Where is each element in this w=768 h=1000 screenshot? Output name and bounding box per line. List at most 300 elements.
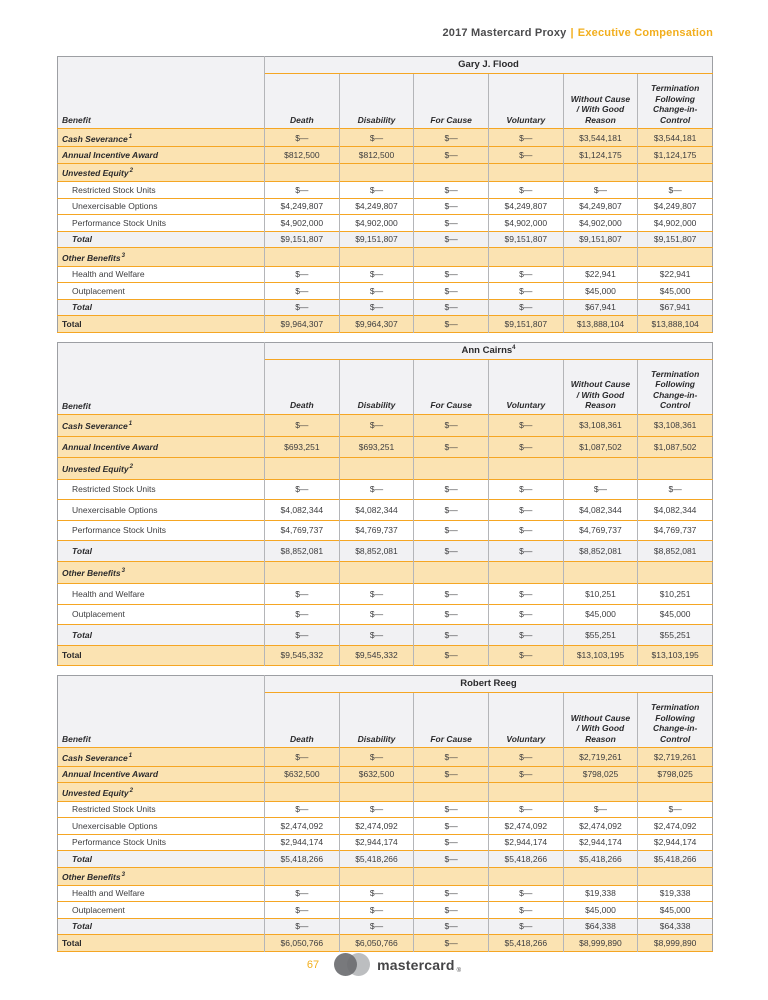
- value-cell: $—: [339, 129, 414, 147]
- value-cell: $—: [339, 414, 414, 436]
- value-cell: $2,474,092: [265, 818, 340, 835]
- executive-name-cell: [265, 342, 713, 359]
- value-cell: $—: [265, 625, 340, 646]
- value-cell: $—: [414, 801, 489, 818]
- doc-footer: [0, 953, 768, 976]
- value-cell: [265, 457, 340, 479]
- benefit-label: Health and Welfare: [72, 269, 145, 280]
- value-cell: $—: [563, 801, 638, 818]
- value-cell: [563, 457, 638, 479]
- value-cell: $8,999,890: [638, 935, 713, 952]
- footnote-marker: 1: [128, 421, 133, 428]
- value-cell: $—: [414, 414, 489, 436]
- table-row: [58, 541, 713, 562]
- table-header: [58, 342, 713, 414]
- table-header: [58, 57, 713, 129]
- value-cell: $—: [638, 479, 713, 500]
- column-header-scenario: Without Cause / With Good Reason: [563, 693, 638, 748]
- value-cell: $1,124,175: [638, 147, 713, 164]
- table-body: [58, 748, 713, 951]
- value-cell: $4,082,344: [638, 500, 713, 521]
- benefit-label: Total: [72, 302, 92, 313]
- value-cell: [265, 248, 340, 266]
- benefit-cell: [58, 584, 265, 605]
- table-row: [58, 266, 713, 283]
- executive-name-row: [58, 676, 713, 693]
- value-cell: $632,500: [265, 766, 340, 783]
- executive-name-cell: [265, 57, 713, 74]
- value-cell: $8,852,081: [563, 541, 638, 562]
- benefit-cell: [58, 918, 265, 935]
- column-header-scenario: Death: [265, 359, 340, 414]
- value-cell: $4,902,000: [563, 215, 638, 232]
- value-cell: $—: [414, 541, 489, 562]
- benefit-cell: [58, 479, 265, 500]
- value-cell: $—: [488, 520, 563, 541]
- value-cell: $13,888,104: [563, 316, 638, 333]
- value-cell: $693,251: [265, 437, 340, 458]
- value-cell: $8,999,890: [563, 935, 638, 952]
- value-cell: $798,025: [638, 766, 713, 783]
- value-cell: [339, 248, 414, 266]
- value-cell: $—: [414, 520, 489, 541]
- value-cell: $5,418,266: [265, 851, 340, 868]
- benefit-label: Performance Stock Units: [72, 217, 167, 228]
- column-header-scenario: Voluntary: [488, 74, 563, 129]
- value-cell: $—: [414, 818, 489, 835]
- table-row: [58, 867, 713, 885]
- table-row: [58, 437, 713, 458]
- table-row: [58, 147, 713, 164]
- value-cell: $—: [265, 414, 340, 436]
- value-cell: $693,251: [339, 437, 414, 458]
- benefit-label: Health and Welfare: [72, 588, 145, 599]
- value-cell: $—: [339, 299, 414, 316]
- value-cell: $—: [265, 885, 340, 902]
- value-cell: [563, 783, 638, 801]
- value-cell: $—: [488, 766, 563, 783]
- value-cell: [414, 248, 489, 266]
- value-cell: [414, 457, 489, 479]
- value-cell: $—: [638, 182, 713, 199]
- value-cell: $—: [414, 625, 489, 646]
- benefit-cell: [58, 182, 265, 199]
- value-cell: $—: [414, 182, 489, 199]
- executive-name-footnote: 4: [512, 344, 516, 351]
- benefit-label: Annual Incentive Award: [62, 149, 159, 160]
- value-cell: [414, 163, 489, 181]
- value-cell: $—: [339, 885, 414, 902]
- value-cell: [488, 248, 563, 266]
- value-cell: [339, 561, 414, 583]
- column-header-scenario: Without Cause / With Good Reason: [563, 74, 638, 129]
- value-cell: $5,418,266: [563, 851, 638, 868]
- value-cell: $—: [414, 902, 489, 919]
- benefit-label: Unvested Equity: [62, 787, 129, 798]
- value-cell: [414, 867, 489, 885]
- value-cell: $—: [265, 902, 340, 919]
- page-number: 67: [306, 958, 320, 971]
- header-separator: |: [570, 27, 574, 39]
- value-cell: $—: [265, 604, 340, 625]
- value-cell: $—: [339, 902, 414, 919]
- benefit-cell: [58, 248, 265, 266]
- value-cell: $2,719,261: [638, 748, 713, 766]
- benefit-cell: [58, 902, 265, 919]
- benefit-cell: [58, 147, 265, 164]
- benefit-label: Other Benefits: [62, 252, 121, 263]
- benefit-cell: [58, 198, 265, 215]
- benefit-cell: [58, 283, 265, 300]
- value-cell: $3,108,361: [638, 414, 713, 436]
- benefit-column-label: Benefit: [62, 734, 91, 745]
- value-cell: $22,941: [563, 266, 638, 283]
- value-cell: $10,251: [563, 584, 638, 605]
- mastercard-logo-text: mastercard: [377, 956, 455, 973]
- value-cell: $5,418,266: [488, 851, 563, 868]
- benefit-label: Annual Incentive Award: [62, 441, 159, 452]
- value-cell: $—: [414, 479, 489, 500]
- value-cell: $—: [339, 283, 414, 300]
- value-cell: $9,151,807: [563, 231, 638, 248]
- value-cell: $—: [339, 584, 414, 605]
- table-row: [58, 902, 713, 919]
- value-cell: $1,087,502: [638, 437, 713, 458]
- value-cell: $67,941: [638, 299, 713, 316]
- benefit-cell: [58, 885, 265, 902]
- benefit-cell: [58, 500, 265, 521]
- value-cell: $6,050,766: [265, 935, 340, 952]
- benefit-column-label: Benefit: [62, 400, 91, 411]
- value-cell: $9,151,807: [488, 231, 563, 248]
- value-cell: $—: [414, 935, 489, 952]
- value-cell: $4,082,344: [563, 500, 638, 521]
- mastercard-logo: [334, 953, 461, 976]
- value-cell: $4,249,807: [265, 198, 340, 215]
- value-cell: $—: [488, 147, 563, 164]
- benefit-label: Performance Stock Units: [72, 525, 167, 536]
- benefit-label: Outplacement: [72, 904, 125, 915]
- value-cell: $—: [414, 851, 489, 868]
- benefit-cell: [58, 818, 265, 835]
- value-cell: $—: [414, 147, 489, 164]
- value-cell: $67,941: [563, 299, 638, 316]
- value-cell: $45,000: [563, 604, 638, 625]
- table-row: [58, 561, 713, 583]
- value-cell: $—: [488, 645, 563, 666]
- value-cell: $812,500: [339, 147, 414, 164]
- value-cell: [638, 457, 713, 479]
- value-cell: [265, 561, 340, 583]
- value-cell: $—: [488, 414, 563, 436]
- registered-trademark-icon: ®: [456, 968, 462, 974]
- value-cell: $5,418,266: [339, 851, 414, 868]
- value-cell: $—: [414, 748, 489, 766]
- value-cell: [563, 561, 638, 583]
- table-row: [58, 316, 713, 333]
- value-cell: $—: [414, 299, 489, 316]
- benefit-label: Unvested Equity: [62, 463, 129, 474]
- table-row: [58, 834, 713, 851]
- column-header-scenario: Termination Following Change-in-Control: [638, 359, 713, 414]
- value-cell: $—: [414, 215, 489, 232]
- value-cell: $—: [488, 625, 563, 646]
- value-cell: $—: [414, 584, 489, 605]
- value-cell: $—: [414, 604, 489, 625]
- column-header-scenario: Disability: [339, 74, 414, 129]
- column-header-scenario: For Cause: [414, 693, 489, 748]
- value-cell: $8,852,081: [265, 541, 340, 562]
- value-cell: $5,418,266: [638, 851, 713, 868]
- benefit-cell: [58, 851, 265, 868]
- value-cell: $—: [414, 885, 489, 902]
- value-cell: [638, 783, 713, 801]
- value-cell: $2,944,174: [339, 834, 414, 851]
- executive-name-row: [58, 57, 713, 74]
- value-cell: $—: [265, 283, 340, 300]
- value-cell: $—: [488, 266, 563, 283]
- value-cell: $—: [339, 748, 414, 766]
- value-cell: [339, 457, 414, 479]
- benefit-label: Unexercisable Options: [72, 201, 158, 212]
- benefit-label: Restricted Stock Units: [72, 184, 156, 195]
- value-cell: $2,944,174: [265, 834, 340, 851]
- value-cell: [339, 783, 414, 801]
- value-cell: $—: [488, 299, 563, 316]
- value-cell: $64,338: [563, 918, 638, 935]
- table-row: [58, 851, 713, 868]
- benefit-label: Annual Incentive Award: [62, 769, 159, 780]
- benefit-label: Other Benefits: [62, 568, 121, 579]
- benefit-label: Unexercisable Options: [72, 820, 158, 831]
- benefit-label: Total: [72, 545, 92, 556]
- compensation-table: [57, 342, 713, 667]
- value-cell: $9,964,307: [339, 316, 414, 333]
- value-cell: $13,888,104: [638, 316, 713, 333]
- column-header-scenario: Voluntary: [488, 693, 563, 748]
- table-row: [58, 198, 713, 215]
- value-cell: $—: [488, 584, 563, 605]
- value-cell: $13,103,195: [638, 645, 713, 666]
- value-cell: $8,852,081: [638, 541, 713, 562]
- column-header-scenario: Death: [265, 693, 340, 748]
- table-row: [58, 182, 713, 199]
- footnote-marker: 3: [121, 872, 125, 879]
- value-cell: $3,544,181: [638, 129, 713, 147]
- footnote-marker: 1: [128, 133, 133, 140]
- table-body: [58, 129, 713, 332]
- benefit-label: Performance Stock Units: [72, 837, 167, 848]
- table-row: [58, 248, 713, 266]
- benefit-label: Outplacement: [72, 609, 125, 620]
- benefit-label: Cash Severance: [62, 133, 128, 144]
- value-cell: $—: [265, 129, 340, 147]
- benefit-label: Total: [72, 853, 92, 864]
- value-cell: $—: [339, 625, 414, 646]
- benefit-cell: [58, 266, 265, 283]
- table-row: [58, 129, 713, 147]
- value-cell: $—: [488, 500, 563, 521]
- value-cell: $19,338: [638, 885, 713, 902]
- value-cell: $—: [339, 918, 414, 935]
- value-cell: $—: [414, 645, 489, 666]
- benefit-cell: [58, 561, 265, 583]
- benefit-column-header: [58, 676, 265, 748]
- value-cell: $9,545,332: [339, 645, 414, 666]
- value-cell: $4,249,807: [638, 198, 713, 215]
- benefit-cell: [58, 834, 265, 851]
- value-cell: [414, 561, 489, 583]
- value-cell: $—: [488, 885, 563, 902]
- value-cell: $—: [414, 129, 489, 147]
- value-cell: $9,151,807: [638, 231, 713, 248]
- table-row: [58, 885, 713, 902]
- value-cell: $—: [563, 479, 638, 500]
- value-cell: $—: [339, 266, 414, 283]
- benefit-label: Cash Severance: [62, 752, 128, 763]
- value-cell: $2,474,092: [339, 818, 414, 835]
- value-cell: $—: [488, 902, 563, 919]
- mastercard-circles-icon: [334, 953, 370, 976]
- value-cell: $4,249,807: [339, 198, 414, 215]
- footnote-marker: 2: [129, 168, 133, 175]
- value-cell: $—: [488, 604, 563, 625]
- value-cell: $—: [488, 479, 563, 500]
- value-cell: [638, 867, 713, 885]
- benefit-label: Total: [62, 318, 82, 329]
- column-header-scenario: For Cause: [414, 74, 489, 129]
- value-cell: $9,545,332: [265, 645, 340, 666]
- footnote-marker: 2: [129, 787, 133, 794]
- compensation-table: [57, 56, 713, 333]
- value-cell: $22,941: [638, 266, 713, 283]
- value-cell: $45,000: [638, 604, 713, 625]
- value-cell: [265, 163, 340, 181]
- table-row: [58, 584, 713, 605]
- benefit-cell: [58, 625, 265, 646]
- executive-name-cell: [265, 676, 713, 693]
- value-cell: $2,944,174: [563, 834, 638, 851]
- table-row: [58, 299, 713, 316]
- benefit-label: Health and Welfare: [72, 888, 145, 899]
- value-cell: $—: [414, 437, 489, 458]
- value-cell: $9,151,807: [488, 316, 563, 333]
- column-header-scenario: Disability: [339, 693, 414, 748]
- value-cell: $45,000: [563, 283, 638, 300]
- value-cell: $45,000: [563, 902, 638, 919]
- value-cell: $—: [488, 129, 563, 147]
- value-cell: $—: [414, 918, 489, 935]
- value-cell: $4,769,737: [339, 520, 414, 541]
- value-cell: $—: [414, 500, 489, 521]
- value-cell: [563, 248, 638, 266]
- benefit-label: Total: [62, 650, 82, 661]
- benefit-label: Restricted Stock Units: [72, 804, 156, 815]
- value-cell: $2,944,174: [488, 834, 563, 851]
- value-cell: [488, 783, 563, 801]
- value-cell: $—: [488, 748, 563, 766]
- value-cell: $—: [488, 801, 563, 818]
- value-cell: [265, 867, 340, 885]
- footnote-marker: 2: [129, 464, 133, 471]
- benefit-cell: [58, 414, 265, 436]
- value-cell: $632,500: [339, 766, 414, 783]
- value-cell: $4,249,807: [488, 198, 563, 215]
- value-cell: $2,474,092: [638, 818, 713, 835]
- table-row: [58, 801, 713, 818]
- table-row: [58, 604, 713, 625]
- compensation-table: [57, 675, 713, 952]
- value-cell: $1,087,502: [563, 437, 638, 458]
- tables-container: [57, 56, 713, 952]
- benefit-cell: [58, 935, 265, 952]
- table-row: [58, 520, 713, 541]
- value-cell: $19,338: [563, 885, 638, 902]
- benefit-label: Total: [72, 629, 92, 640]
- table-row: [58, 748, 713, 766]
- value-cell: [339, 867, 414, 885]
- value-cell: $—: [265, 479, 340, 500]
- value-cell: $6,050,766: [339, 935, 414, 952]
- table-row: [58, 645, 713, 666]
- value-cell: $812,500: [265, 147, 340, 164]
- benefit-cell: [58, 129, 265, 147]
- value-cell: $—: [488, 541, 563, 562]
- benefit-cell: [58, 783, 265, 801]
- value-cell: $—: [339, 604, 414, 625]
- value-cell: $4,082,344: [339, 500, 414, 521]
- value-cell: $1,124,175: [563, 147, 638, 164]
- value-cell: [488, 163, 563, 181]
- table-row: [58, 215, 713, 232]
- executive-name: Gary J. Flood: [458, 59, 519, 71]
- value-cell: $4,249,807: [563, 198, 638, 215]
- benefit-cell: [58, 801, 265, 818]
- value-cell: $—: [563, 182, 638, 199]
- value-cell: $—: [414, 316, 489, 333]
- value-cell: $—: [638, 801, 713, 818]
- value-cell: $—: [265, 182, 340, 199]
- table-row: [58, 457, 713, 479]
- table-row: [58, 500, 713, 521]
- value-cell: $—: [265, 918, 340, 935]
- executive-name-row: [58, 342, 713, 359]
- table-row: [58, 818, 713, 835]
- value-cell: $—: [488, 283, 563, 300]
- doc-title: 2017 Mastercard Proxy: [442, 27, 567, 39]
- footnote-marker: 3: [121, 252, 125, 259]
- benefit-label: Unexercisable Options: [72, 504, 158, 515]
- table-header: [58, 676, 713, 748]
- value-cell: $3,108,361: [563, 414, 638, 436]
- table-row: [58, 918, 713, 935]
- value-cell: $4,769,737: [638, 520, 713, 541]
- value-cell: [638, 561, 713, 583]
- value-cell: $5,418,266: [488, 935, 563, 952]
- executive-name: Robert Reeg: [460, 678, 517, 690]
- benefit-column-header: [58, 342, 265, 414]
- benefit-cell: [58, 604, 265, 625]
- value-cell: $2,719,261: [563, 748, 638, 766]
- value-cell: $4,902,000: [339, 215, 414, 232]
- value-cell: $4,082,344: [265, 500, 340, 521]
- value-cell: $13,103,195: [563, 645, 638, 666]
- footnote-marker: 3: [121, 568, 125, 575]
- column-header-scenario: Voluntary: [488, 359, 563, 414]
- value-cell: $55,251: [563, 625, 638, 646]
- value-cell: [638, 163, 713, 181]
- value-cell: $—: [414, 266, 489, 283]
